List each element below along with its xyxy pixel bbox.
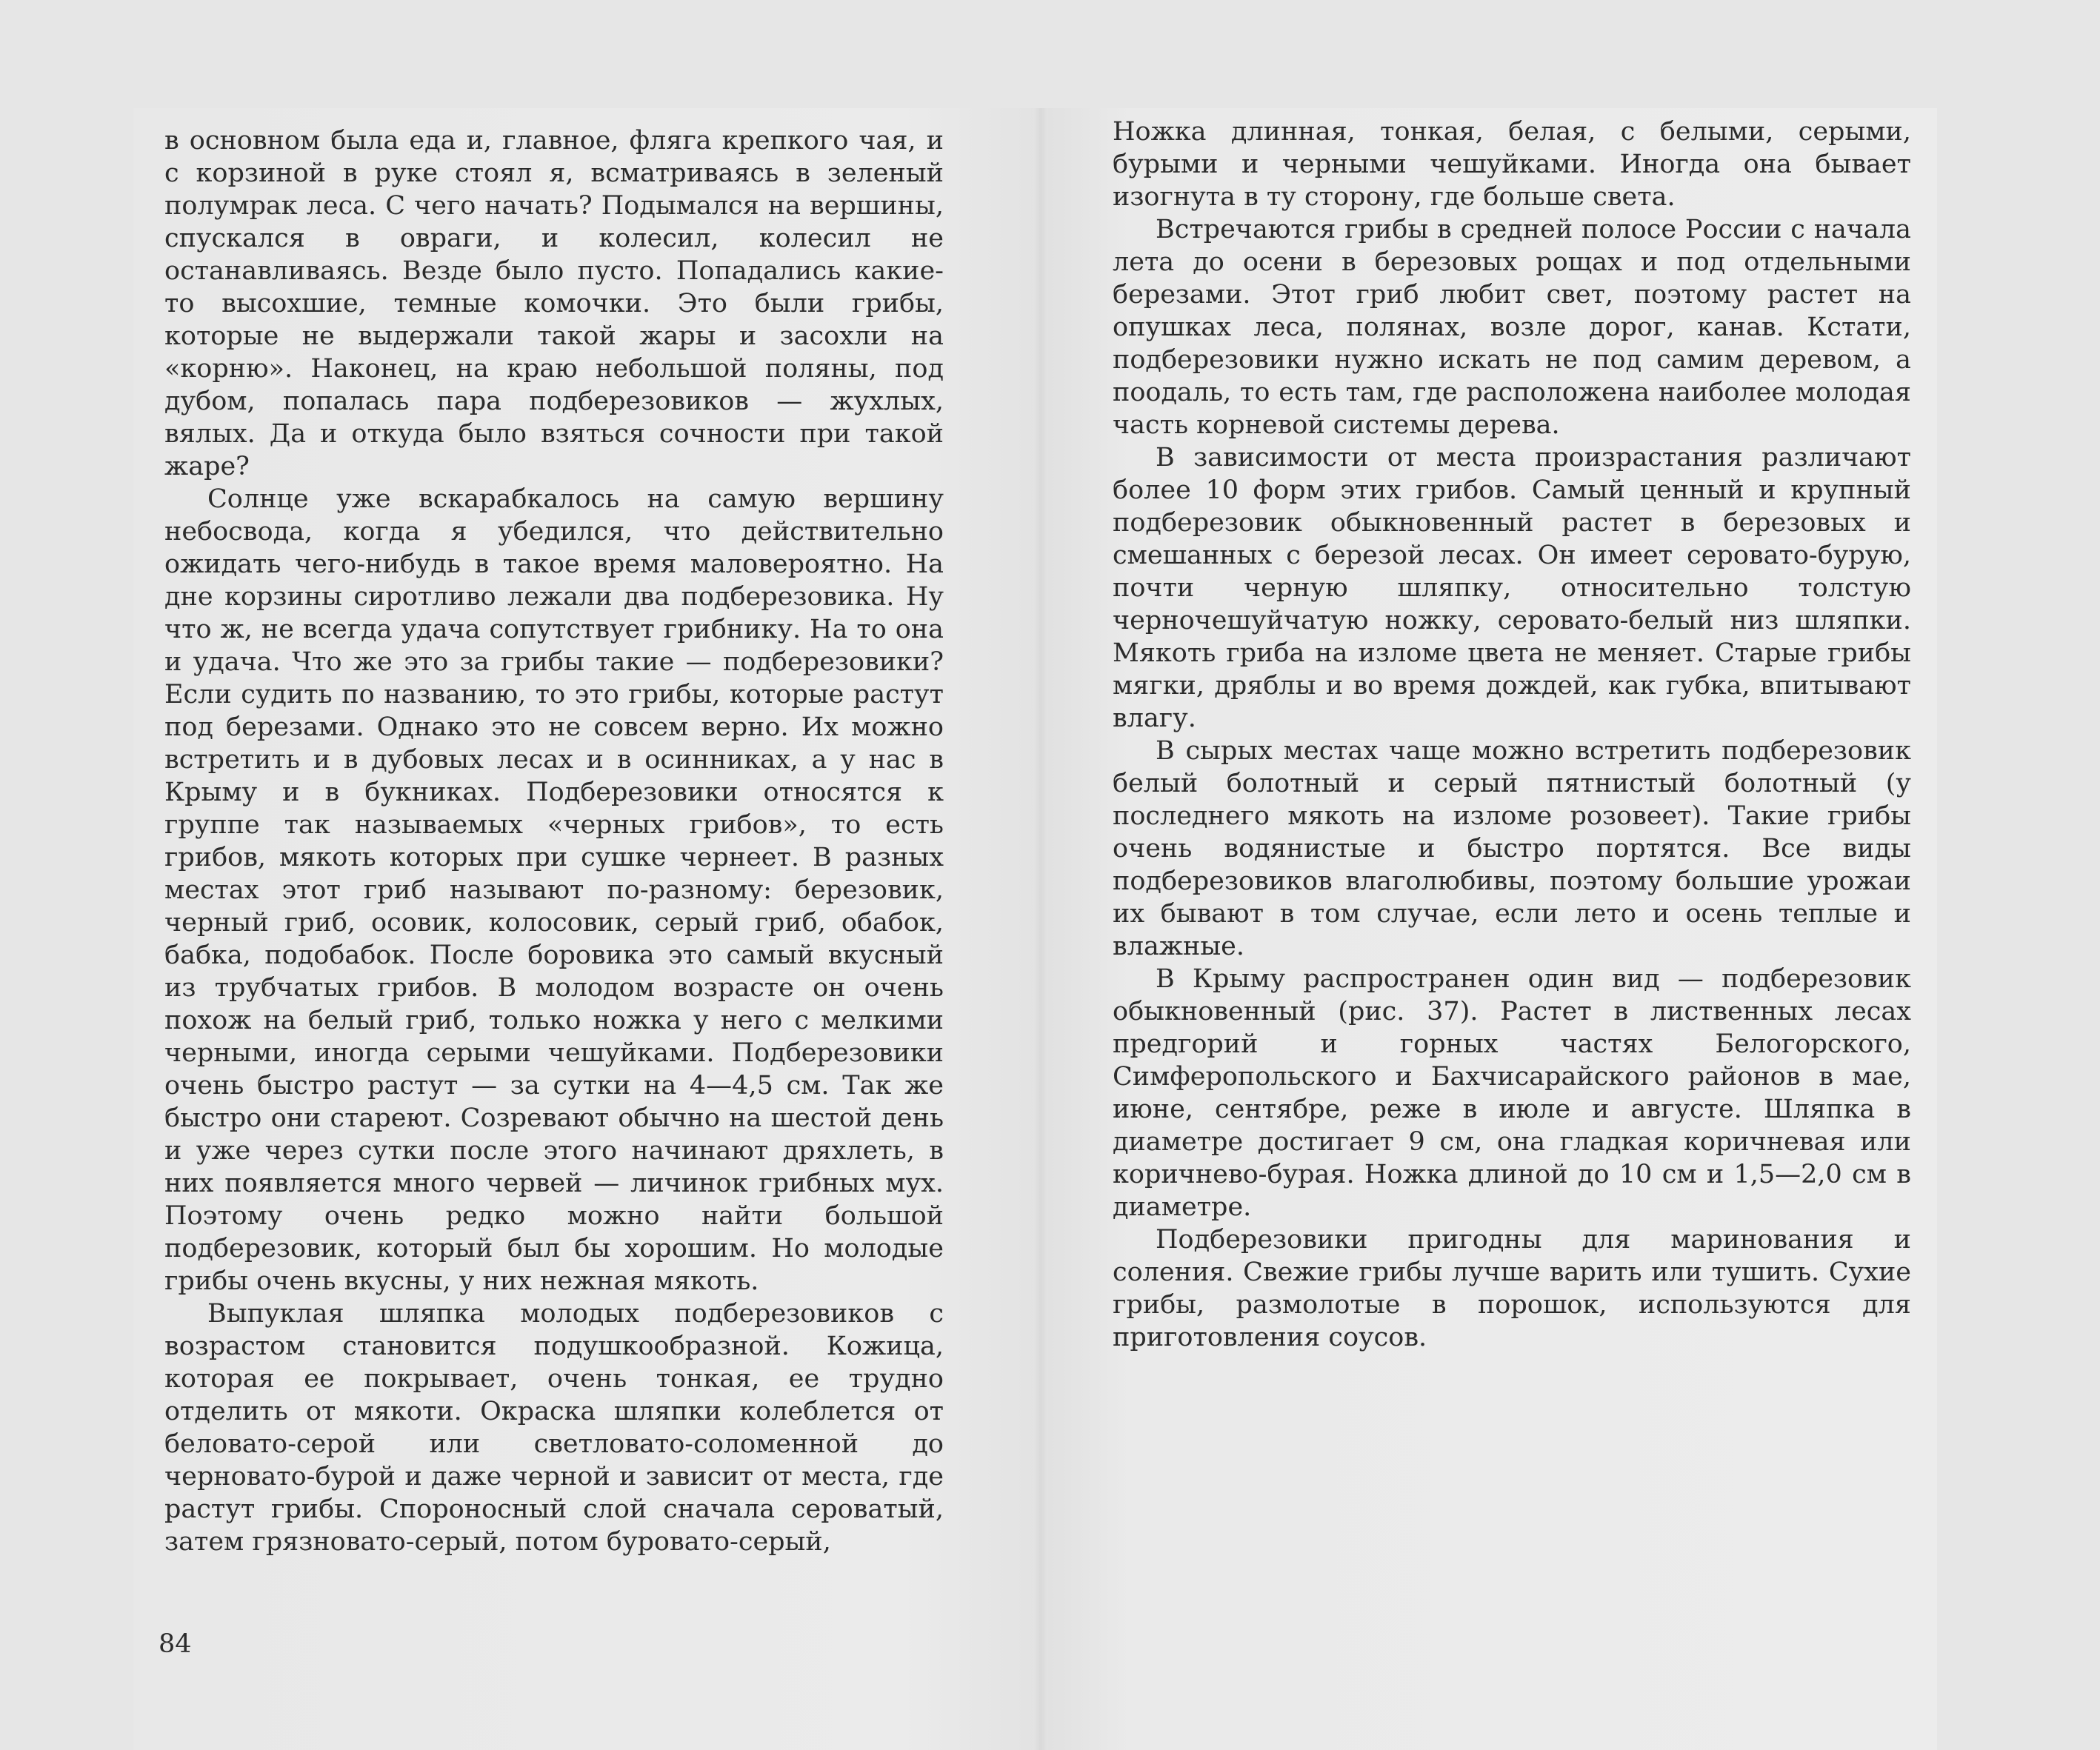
left-paragraph-2: Солнце уже вскарабкалось на самую вершину небосвода, когда я убедился, что действительно ожидать чего-нибудь в такое время маловероятно. На дне корзины сиротливо лежали два подберезовика. Ну что ж, не всегда удача сопутствует грибнику. На то она и удача. Что же это за грибы такие — подберезовики? Если судить по названию, то это грибы, которые растут под березами. Однако это не совсем верно. Их можно встретить и в дубовых лесах и в осинниках, а у нас в Крыму и в букниках. Подберезовики относятся к группе так называемых «черных грибов», то есть грибов, мякоть которых при сушке чернеет. В разных местах этот гриб называют по-разному: березовик, черный гриб, осовик, колосовик, серый гриб, обабок, бабка, подобабок. После боровика это самый вкусный из трубчатых грибов. В молодом возрасте он очень похож на белый гриб, только ножка у него с мелкими черными, иногда серыми чешуйками. Подберезовики очень быстро растут — за сутки на 4—4,5 см. Так же быстро они стареют. Созревают обычно на шестой день и уже через сутки после этого начинают дряхлеть, в них появляется много червей — личинок грибных мух. Поэтому очень редко можно найти большой подберезовик, который был бы хорошим. Но молодые грибы очень вкусны, у них нежная мякоть. bbox=[164, 484, 944, 1296]
book-gutter bbox=[1033, 108, 1048, 1750]
right-paragraph-1: Ножка длинная, тонкая, белая, с белыми, серыми, бурыми и черными чешуйками. Иногда она бывает изогнута в ту сторону, где больше света. bbox=[1113, 117, 1911, 212]
left-paragraph-1: в основном была еда и, главное, фляга крепкого чая, и с корзиной в руке стоял я, всматриваясь в зеленый полумрак леса. С чего начать? Подымался на вершины, спускался в овраги, и колесил, колесил не останавливаясь. Везде было пусто. Попадались какие-то высохшие, темные комочки. Это были грибы, которые не выдержали такой жары и засохли на «корню». Наконец, на краю небольшой поляны, под дубом, попалась пара подберезовиков — жухлых, вялых. Да и откуда было взяться сочности при такой жаре? bbox=[164, 126, 944, 481]
right-paragraph-3: В зависимости от места произрастания различают более 10 форм этих грибов. Самый ценный и крупный подберезовик обыкновенный растет в березовых и смешанных с березой лесах. Он имеет серовато-бурую, почти черную шляпку, относительно толстую черночешуйчатую ножку, серовато-белый низ шляпки. Мякоть гриба на изломе цвета не меняет. Старые грибы мягки, дряблы и во время дождей, как губка, впитывают влагу. bbox=[1113, 443, 1911, 733]
right-paragraph-6: Подберезовики пригодны для маринования и соления. Свежие грибы лучше варить или тушить. Сухие грибы, размолотые в порошок, используются для приготовления соусов. bbox=[1113, 1225, 1911, 1352]
right-paragraph-2: Встречаются грибы в средней полосе России с начала лета до осени в березовых рощах и под отдельными березами. Этот гриб любит свет, поэтому растет на опушках леса, полянах, возле дорог, канав. Кстати, подберезовики нужно искать не под самим деревом, а поодаль, то есть там, где расположена наиболее молодая часть корневой системы дерева. bbox=[1113, 215, 1911, 440]
left-paragraph-3: Выпуклая шляпка молодых подберезовиков с возрастом становится подушкообразной. Кожица, которая ее покрывает, очень тонкая, ее трудно отделить от мякоти. Окраска шляпки колеблется от беловато-серой или светловато-соломенной до черновато-бурой и даже черной и зависит от места, где растут грибы. Спороносный слой сначала сероватый, затем грязновато-серый, потом буровато-серый, bbox=[164, 1299, 944, 1557]
right-paragraph-5: В Крыму распространен один вид — подберезовик обыкновенный (рис. 37). Растет в лиственных лесах предгорий и горных частях Белогорского, Симферопольского и Бахчисарайского районов в мае, июне, сентябре, реже в июле и августе. Шляпка в диаметре достигает 9 см, она гладкая коричневая или коричнево-бурая. Ножка длиной до 10 см и 1,5—2,0 см в диаметре. bbox=[1113, 964, 1911, 1222]
page-number: 84 bbox=[159, 1629, 192, 1659]
right-paragraph-4: В сырых местах чаще можно встретить подберезовик белый болотный и серый пятнистый болотный (у последнего мякоть на изломе розовеет). Такие грибы очень водянистые и быстро портятся. Все виды подберезовиков влаголюбивы, поэтому большие урожаи их бывают в том случае, если лето и осень теплые и влажные. bbox=[1113, 736, 1911, 961]
left-page-text bbox=[164, 124, 944, 1558]
right-page-text bbox=[1113, 116, 1911, 1354]
